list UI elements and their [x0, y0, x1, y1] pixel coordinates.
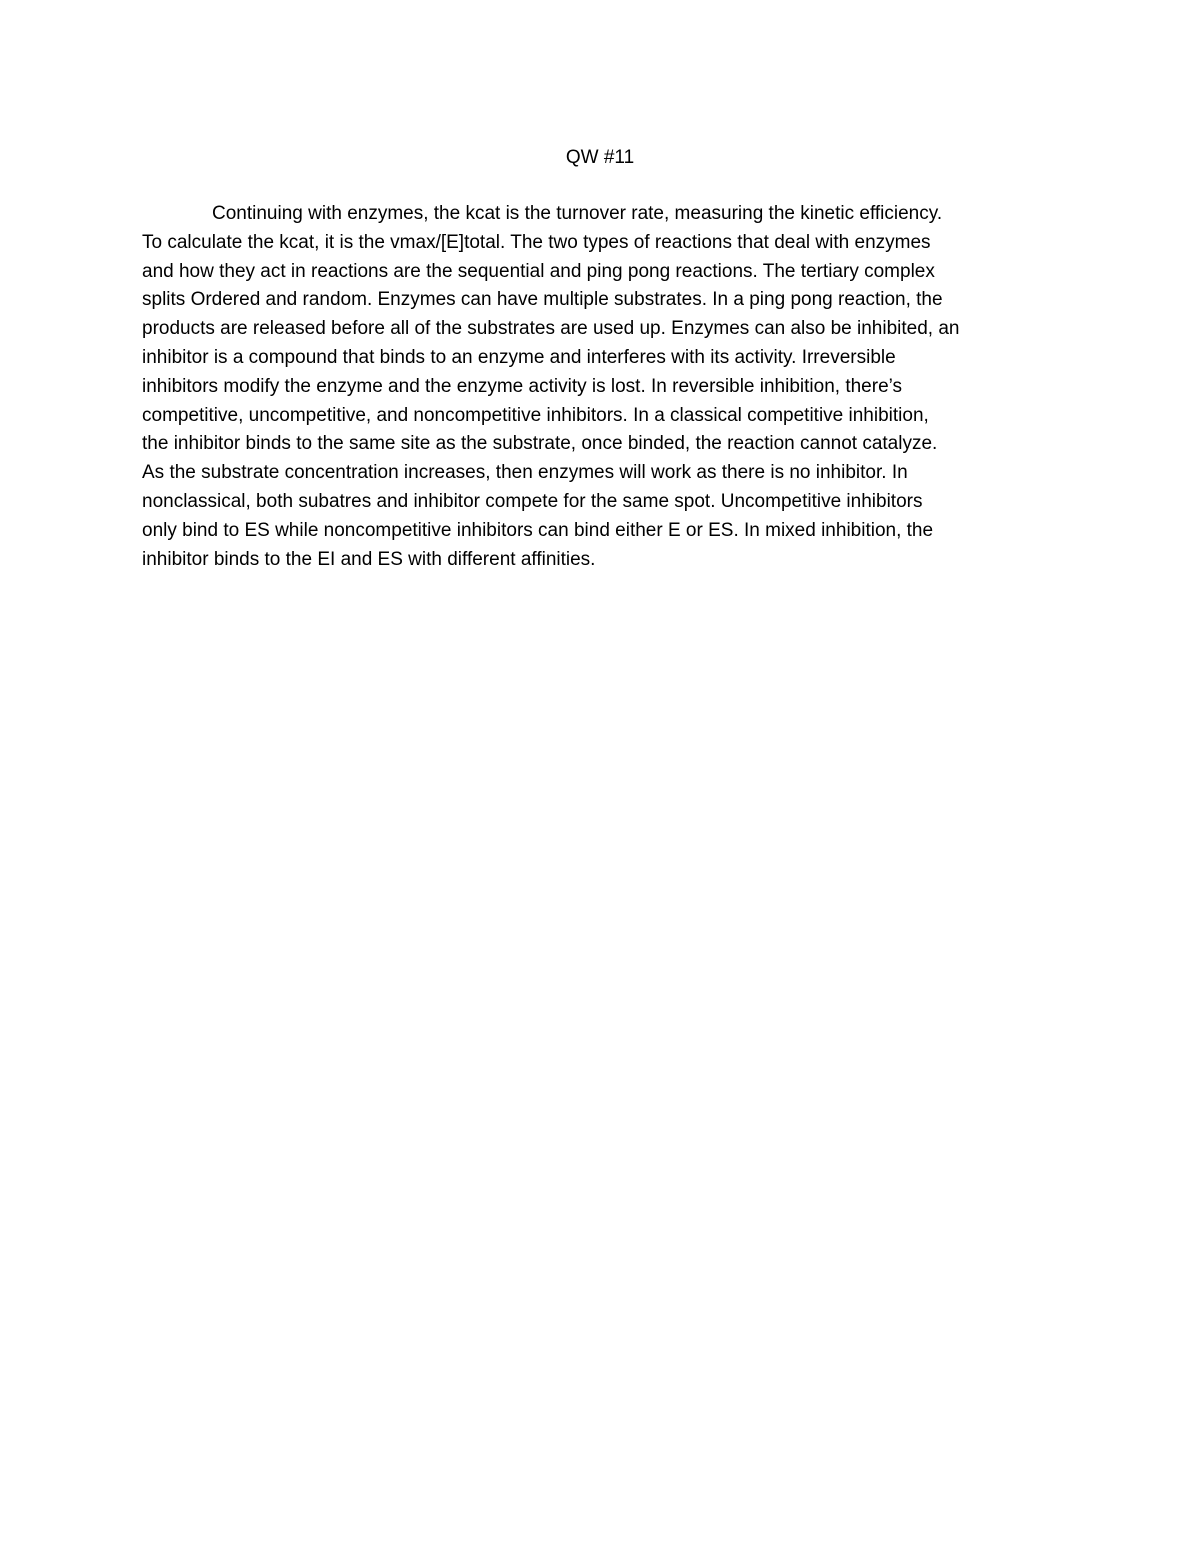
- paragraph-line: competitive, uncompetitive, and noncompetitive inhibitors. In a classical competitive inhibition,: [142, 404, 929, 426]
- paragraph-line: and how they act in reactions are the sequential and ping pong reactions. The tertiary complex: [142, 260, 935, 282]
- paragraph-line: nonclassical, both subatres and inhibitor compete for the same spot. Uncompetitive inhibitors: [142, 490, 923, 512]
- paragraph-line: Continuing with enzymes, the kcat is the turnover rate, measuring the kinetic efficiency.: [212, 203, 943, 224]
- document-title: QW #11: [565, 147, 635, 168]
- paragraph-line: only bind to ES while noncompetitive inhibitors can bind either E or ES. In mixed inhibition, the: [142, 519, 934, 541]
- paragraph-line: inhibitor is a compound that binds to an enzyme and interferes with its activity. Irreversible: [142, 346, 896, 368]
- paragraph-line: To calculate the kcat, it is the vmax/[E]total. The two types of reactions that deal with enzymes: [142, 231, 931, 253]
- paragraph-line: splits Ordered and random. Enzymes can have multiple substrates. In a ping pong reaction, the: [142, 289, 943, 311]
- paragraph-line: inhibitor binds to the EI and ES with different affinities.: [142, 548, 596, 570]
- body-paragraph: [142, 200, 1062, 574]
- paragraph-line: products are released before all of the substrates are used up. Enzymes can also be inhibited, an: [142, 318, 960, 340]
- paragraph-line: the inhibitor binds to the same site as the substrate, once binded, the reaction cannot catalyze.: [142, 433, 938, 455]
- paragraph-line: inhibitors modify the enzyme and the enzyme activity is lost. In reversible inhibition, there’s: [142, 375, 903, 397]
- paragraph-line: As the substrate concentration increases, then enzymes will work as there is no inhibitor. In: [142, 462, 908, 484]
